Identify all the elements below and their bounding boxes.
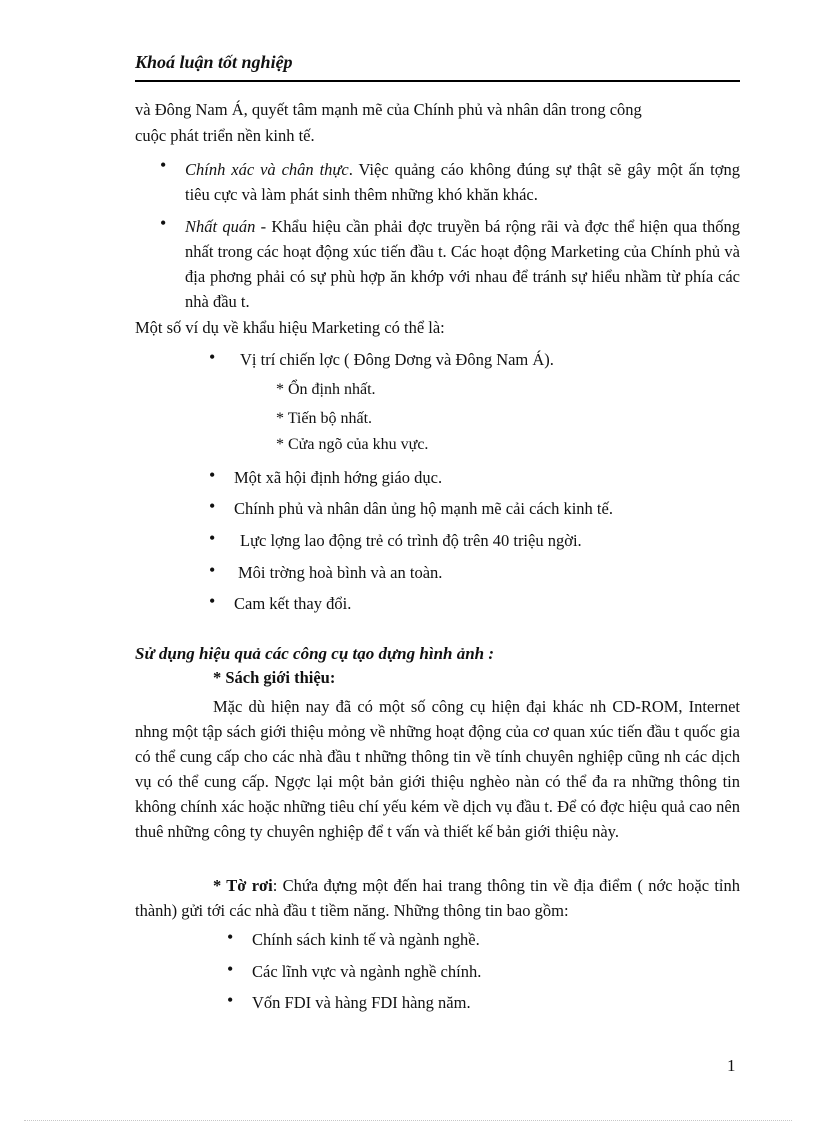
example-item: Chính phủ và nhân dân ủng hộ mạnh mẽ cải cách kinh tế.	[234, 499, 613, 518]
bullet-icon: •	[209, 560, 216, 580]
leaflet-item: Vốn FDI và hàng FDI hàng năm.	[252, 993, 471, 1012]
leaflet-text: : Chứa đựng một đến hai trang thông tin về địa điểm ( nớc hoặc tỉnh thành) gửi tới các nhà đầu t tiềm năng. Những thông tin bao gồm:	[135, 876, 740, 920]
bullet-icon: •	[227, 990, 234, 1010]
example-item: Cam kết thay đổi.	[234, 594, 352, 613]
bullet-icon: •	[227, 959, 234, 979]
bullet-icon: •	[209, 347, 216, 367]
brochure-heading: * Sách giới thiệu:	[213, 668, 336, 687]
header-divider	[135, 80, 740, 82]
example-location: Vị trí chiến lợc ( Đông Dơng và Đông Nam Á).	[240, 350, 554, 369]
bullet-icon: •	[209, 528, 216, 548]
intro-line-1: và Đông Nam Á, quyết tâm mạnh mẽ của Chính phủ và nhân dân trong công	[135, 100, 642, 119]
brochure-paragraph: Mặc dù hiện nay đã có một số công cụ hiện đại khác nh CD-ROM, Internet nhng một tập sách giới thiệu mỏng về những hoạt động của cơ quan xúc tiến đầu t quốc gia có thể cung cấp cho các nhà đầu t những thông tin về tính chuyên nghiệp cũng nh các dịch vụ có thể cung cấp. Ngợc lại một bản giới thiệu nghèo nàn có thể đa ra những thông tin không chính xác hoặc những tiêu chí yếu kém về dịch vụ đầu t. Để có đợc hiệu quả cao nên thuê những công ty chuyên nghiệp để t vấn và thiết kế bản giới thiệu này.	[135, 697, 740, 841]
bullet-icon: •	[160, 155, 167, 175]
bullet-icon: •	[227, 927, 234, 947]
leaflet-item: Chính sách kinh tế và ngành nghề.	[252, 930, 480, 949]
section-heading: Sử dụng hiệu quả các công cụ tạo dựng hình ảnh :	[135, 644, 495, 663]
bullet-icon: •	[209, 465, 216, 485]
sub-item: * Ổn định nhất.	[276, 381, 376, 398]
example-item: Môi trờng hoà bình và an toàn.	[238, 563, 443, 582]
principle-consistency	[185, 214, 740, 314]
example-item: Một xã hội định hớng giáo dục.	[234, 468, 443, 487]
example-item: Lực lợng lao động trẻ có trình độ trên 40 triệu ngời.	[240, 531, 582, 550]
bullet-icon: •	[160, 213, 167, 233]
principle-text: - Khẩu hiệu cần phải đợc truyền bá rộng rãi và đợc thể hiện qua thống nhất trong các hoạt động xúc tiến đầu t. Các hoạt động Marketing của Chính phủ và địa phơng phải có sự phù hợp ăn khớp với nhau để tránh sự hiểu nhầm từ phía các nhà đầu t.	[185, 217, 740, 311]
page-number: 1	[727, 1056, 736, 1075]
footer-divider	[24, 1120, 792, 1121]
leaflet-item: Các lĩnh vực và ngành nghề chính.	[252, 962, 482, 981]
sub-item: * Cửa ngõ của khu vực.	[276, 436, 429, 453]
sub-item: * Tiến bộ nhất.	[276, 410, 373, 427]
intro-line-2: cuộc phát triển nền kinh tế.	[135, 126, 315, 145]
principle-accuracy	[185, 157, 740, 207]
leaflet-heading: * Tờ rơi	[213, 876, 273, 895]
running-header: Khoá luận tốt nghiệp	[135, 52, 293, 72]
leaflet-paragraph	[135, 873, 740, 923]
principle-text: . Việc quảng cáo không đúng sự thật sẽ gây một ấn tợng tiêu cực và làm phát sinh thêm những khó khăn khác.	[185, 160, 740, 204]
principle-term: Nhất quán	[185, 217, 256, 236]
bullet-icon: •	[209, 496, 216, 516]
examples-intro: Một số ví dụ về khẩu hiệu Marketing có thể là:	[135, 318, 445, 337]
bullet-icon: •	[209, 591, 216, 611]
principle-term: Chính xác và chân thực	[185, 160, 349, 179]
